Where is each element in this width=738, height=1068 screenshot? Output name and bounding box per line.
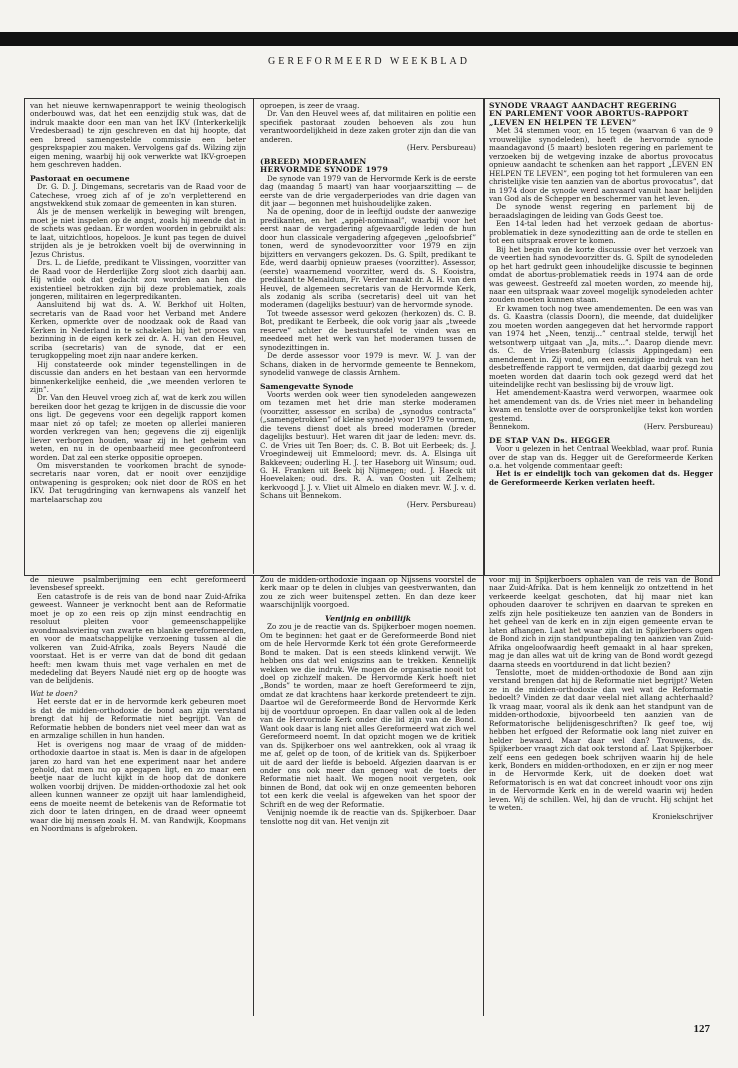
column-divider [253,98,254,574]
header-rule [0,32,738,46]
paragraph: Voorts werden ook weer tien synodeleden aangewezen om tezamen met het drie man sterke moderamen (voorzitter, assessor en scriba) de „synodus contracta” („samengetrokken” of kleine synode) voor 1979 te vormen, die tevens dienst doet als breed moderamen (breder dagelijks bestuur). Het waren dit jaar de leden: mevr. ds. C. de Vries uit Ten Boer; ds. C. B. Bot uit Eerbeek; ds. J. Vroegindeweij uit Emmeloord; mevr. ds. A. Elsinga uit Bakkeveen; ouderling H. J. ter Haseborg uit Winsum; oud. G. H. Franken uit Beek bij Nijmegen; oud. J. Haeck uit Hoevelaken; oud. drs. R. A. van Oosten uit Zelhem; kerkvoogd J. J. v. Vliet uit Almelo en diaken mevr. W. J. v. d. Schans uit Bennekom. [260,389,476,501]
article-heading: DE STAP VAN Ds. HEGGER [489,435,611,445]
article-heading: EN PARLEMENT VOOR ABORTUS-RAPPORT [489,109,689,119]
article-heading: „LEVEN EN HELPEN TE LEVEN” [489,117,637,127]
paragraph: Het eerste dat er in de hervormde kerk gebeuren moet is dat de midden-orthodoxie de bond aan zijn verstand brengt dat hij de Reformatie niet begrijpt. Van de Reformatie hebben de bonders niet veel meer dan wat as en armzalige schillen in hun handen. [30,697,246,741]
section-heading: Pastoraat en oecumene [30,173,130,183]
paragraph: Na de opening, door de in leeftijd oudste der aanwezige predikanten, en het „appèl-nominaal”, waarbij voor het eerst naar de vergadering afgevaardigde leden de hun door hun classicale vergadering afgegeven „geloofsbrief” tonen, werd de synodevoorzitter voor 1979 en zijn bijzitters en vervangers gekozen. Ds. G. Spilt, predikant te Ede, werd daarbij opnieuw praeses (voorzitter). Assessor, (eerste) waarnemend voorzitter, werd ds. S. Kooistra, predikant te Menaldum, Fr. Verder maakt dr. A. H. van den Heuvel, de algemeen secretaris van de Hervormde Kerk, als zodanig als scriba (secretaris) deel uit van het moderamen (dagelijks bestuur) van de hervormde synode. [260,207,476,310]
paragraph: Het amendement-Kaastra werd verworpen, waarmee ook het amendement van ds. de Vries niet meer in behandeling kwam en tenslotte over de oorspronkelijke tekst kon worden gestemd. [489,388,713,423]
paragraph: Aansluitend bij wat ds. A. W. Berkhof uit Holten, secretaris van de Raad voor het Verband met Andere Kerken, opmerkte over de noodzaak ook de Raad van Kerken in Nederland in te schakelen bij het proces van bezinning in de eigen kerk zei dr. A. H. van den Heuvel, scriba (secretaris) van de synode, dat er een terugkoppeling moet zijn naar andere kerken. [30,300,246,361]
paragraph: Het is er eindelijk toch van gekomen dat ds. Hegger de Gereformeerde Kerken verlaten heeft. [489,469,713,487]
paragraph: De synode van 1979 van de Hervormde Kerk is de eerste dag (maandag 5 maart) van haar voorjaarszitting — de eerste van de drie vergaderperiodes van drie dagen van dit jaar — begonnen met huishoudelijke zaken. [260,173,476,208]
paragraph: voor mij in Spijkerboers ophalen van de reis van de Bond naar Zuid-Afrika. Dat is hem kennelijk zo ontzettend in het verkeerde keelgat geschoten, dat hij maar niet kan ophouden daarover te schrijven en daarvan te spreken en zelfs zijn hele positiekeuze ten aanzien van de Bonders in het geheel van de kerk en in zijn eigen gemeente ervan te laten afhangen. Laat het waar zijn dat in Spijkerboers ogen de Bond zich in zijn standpuntbepaling ten aanzien van Zuid-Afrika ongeloofwaardig heeft gemaakt in al haar spreken, mag je dan alles wat uit de kring van de Bond wordt gezegd daarna steeds en voortdurend in dat licht bezien? [489,576,713,669]
paragraph: De derde assessor voor 1979 is mevr. W. J. van der Schans, diaken in de hervormde gemeente te Bennekom, synodelid vanwege de classis Arnhem. [260,351,476,378]
article-heading: SYNODE VRAAGT AANDACHT REGERING [489,102,677,110]
paragraph: Dr. Van den Heuvel vroeg zich af, wat de kerk zou willen bereiken door het gezag te krijgen in de discussie die voor ons ligt. De gegevens voor een degelijk rapport komen maar niet zó op tafel; ze moeten op allerlei manieren worden verkregen van hen; gegevens die zij eigenlijk liever verborgen houden, waar zij in het geheim van weten, en nu in de openbaarheid mee geconfronteerd worden. Dat zal een sterke oppositie oproepen. [30,393,246,462]
signature: Kroniekschrijver [652,811,713,821]
paragraph: Tot tweede assessor werd gekozen (herkozen) ds. C. B. Bot, predikant te Eerbeek, die ook vorig jaar als „tweede reserve” achter de bestuurstafel te vinden was en meedeed met het werk van het moderamen tussen de synodezittingen in. [260,308,476,352]
paragraph: Als je de mensen werkelijk in beweging wilt brengen, moet je niet inspelen op de angst, zoals hij meende dat in de schets was gedaan. Er worden woorden in gebruikt als: te laat, uitzichtloos, hopeloos. Je kunt pas tegen de duivel strijden als je je betrokken voelt bij de overwinning in Jezus Christus. [30,207,246,259]
paragraph: van het nieuwe kernwapenrapport te weinig theologisch onderbouwd was, dat het een eenzijdig stuk was, dat de indruk maakte door een man van het IKV (Interkerkelijk Vredesberaad) te zijn geschreven en dat hij hoopte, dat een breed samengestelde commissie een beter gesprekspapier zou maken. Vervolgens gaf ds. Wilzing zijn eigen mening, waarbij hij ook verwerkte wat IKV-groepen hem geschreven hadden. [30,102,246,170]
paragraph: Een 14-tal leden had het verzoek gedaan de abortus-problematiek in deze synodezitting aan de orde te stellen en tot een uitspraak erover te komen. [489,219,713,246]
source-credit: (Herv. Persbureau) [406,143,476,153]
column-3 [489,102,713,570]
column-divider [483,576,484,1016]
paragraph: oproepen, is zeer de vraag. [260,102,360,110]
column-divider [253,576,254,1016]
column-6 [489,576,713,1016]
section-heading: Venijnig en onbillijk [325,613,411,623]
paragraph: Er kwamen toch nog twee amendementen. De een was van ds. G. Kaastra (classis Doorn), die meende, dat duidelijker zou moeten worden aangegeven dat het hervormde rapport van 1974 het „Neen, tenzij...” centraal stelde, terwijl het wetsontwerp uitgaat van „Ja, mits...”. Daarop diende mevr. ds. C. de Vries-Batenburg (classis Appingedam) een amendement in. Zij vond, om een eenzijdige indruk van het desbetreffende rapport te vermijden, dat daarbij gezegd zou moeten worden dat daarin toch ook gezegd werd dat het uiteindelijke recht van beslissing bij de vrouw ligt. [489,303,713,389]
section-heading: Wat te doen? [30,688,78,698]
article-heading: (BREED) MODERAMEN [260,156,367,166]
column-1 [30,102,246,570]
paragraph: Dr. Van den Heuvel wees af, dat militairen en politie een specifiek pastoraat zouden behoeven als zou hun verantwoordelijkheid in deze zaken groter zijn dan die van anderen. [260,109,476,144]
paragraph: de nieuwe psalmberijming een echt gereformeerd levensbesef spreekt. [30,576,246,593]
paragraph: Drs. L. de Liefde, predikant te Vlissingen, voorzitter van de Raad voor de Herderlijke Zorg sloot zich daarbij aan. Hij wilde ook dat gedacht zou worden aan hen die existentieel betrokken zijn bij deze problematiek, zoals jongeren, militairen en legerpredikanten. [30,258,246,301]
section-heading: Samengevatte Synode [260,381,354,391]
source-credit: (Herv. Persbureau) [643,422,713,432]
paragraph: Bij het begin van de korte discussie over het verzoek van de veertien had synodevoorzitter ds. G. Spilt de synodeleden op het hart gedrukt geen inhoudelijke discussie te beginnen omdat de abortus-problematiek reeds in 1974 aan de orde was geweest. Gestreefd zal moeten worden, zo meende hij, naar een uitspraak waar zoveel mogelijk synodeleden achter zouden moeten kunnen staan. [489,244,713,305]
paragraph: Zo zou je de reactie van ds. Spijkerboer mogen noemen. Om te beginnen: het gaat er de Gereformeerde Bond niet om de hele Hervormde Kerk tot één grote Gereformeerde Bond te maken. Dat is een steeds klinkend verwijt. We hebben ons dat wel enigszins aan te trekken. Kennelijk wekken we die indruk. We mogen de organisatie nooit tot doel op zichzelf maken. De Hervormde Kerk hoeft niet „Bonds” te worden, maar ze hoeft Gereformeerd te zijn, omdat ze dat krachtens haar kerkorde pretendeert te zijn. Daartoe wil de Gereformeerde Bond de Hervormde Kerk bij de voortduur oproepen. En daar vallen ook al de leden van de Hervormde Kerk onder die lid zijn van de Bond. Want ook daar is lang niet alles Gereformeerd wat zich wel Gereformeerd noemt. In dat opzicht mogen we de kritiek van ds. Spijkerboer ons wel aantrekken, ook al vraag ik me af, gelet op de toon, of de kritiek van ds. Spijkerboer uit de aard der liefde is beboeld. Afgezien daarvan is er onder ons ook meer dan genoeg wat de toets der Reformatie niet haalt. We mogen nooit vergeten, ook binnen de Bond, dat ook wij en onze gemeenten behoren tot een kerk die veelal is afgeweken van het spoor der Schrift en de weg der Reformatie. [260,622,476,809]
paragraph: Dr. G. D. J. Dingemans, secretaris van de Raad voor de Catechese, vroeg zich af of je zo'n verpletterend en angstwekkend stuk zomaar de gemeenten in kan sturen. [30,182,246,208]
column-4 [30,576,246,1016]
paragraph: Om misverstanden te voorkomen bracht de synode-secretaris naar voren, dat er nooit over eenzijdige ontwapening is gesproken; ook niet door de ROS en het IKV. Dat terugdringing van kernwapens als vanzelf het martelaarschap zou [30,461,246,504]
page-number: 127 [693,1023,710,1035]
paragraph: Zou de midden-orthodoxie ingaan op Nijssens voorstel de kerk maar op te delen in clubjes van geestverwanten, dan zou ze zich weer buitenspel zetten. En dan deze keer waarschijnlijk voorgoed. [260,576,476,610]
paragraph: Een catastrofe is de reis van de bond naar Zuid-Afrika geweest. Wanneer je verknocht bent aan de Reformatie moet je op zo een reis op zijn minst eendrachtig en resoluut pleiten voor gemeenschappelijke avondmaalsviering van zwarte en blanke gereformeerden, en voor de maatschappelijke verzoening tussen al die volkeren van Zuid-Afrika, zoals Beyers Naudé die voorstaat. Het is er verre van dat de bond dit gedaan heeft: men kwam thuis met vage verhalen en met de mededeling dat Beyers Naudé niet erg op de hoogte was van de belijdenis. [30,591,246,686]
source-place: Bennekom. [489,422,530,432]
journal-title: GEREFORMEERD WEEKBLAD [268,56,470,67]
paragraph: De synode wenst regering en parlement bij de beraadslagingen de leiding van Gods Geest toe. [489,202,713,220]
paragraph: Voor u gelezen in het Centraal Weekblad, waar prof. Runia over de stap van ds. Hegger uit de Gereformeerde Kerken o.a. het volgende commentaar geeft: [489,444,713,471]
article-heading: HERVORMDE SYNODE 1979 [260,165,389,175]
paragraph: Met 34 stemmen voor, en 15 tegen (waarvan 6 van de 9 vrouwelijke synodeleden), heeft de hervormde synode maandagavond (5 maart) besloten regering en parlement te verzoeken bij de wetgeving inzake de abortus provocatus opnieuw aandacht te schenken aan het rapport „LEVEN EN HELPEN TE LEVEN”, een poging tot het formuleren van een christelijke visie ten aanzien van de abortus provocatus”, dat in 1974 door de synode werd aanvaard vanuit haar belijden van God als de Schepper en beschermer van het leven. [489,126,713,203]
source-credit: (Herv. Persbureau) [406,499,476,509]
column-5 [260,576,476,1016]
source-line [489,423,713,431]
paragraph: Het is overigens nog maar de vraag of de midden-orthodoxie daartoe in staat is. Men is daar in de afgelopen jaren zo hard van het ene experiment naar het andere gehold, dat men nu op apegapen ligt, en zo maar een beetje naar de lucht kijkt in de hoop dat de donkere wolken voorbij drijven. De midden-orthodoxie zal het ook alleen kunnen wanneer ze opzijt uit haar lamlendigheid, eens de moeite neemt de betekenis van de Reformatie tot zich door te laten dringen, en de draad weer opneemt waar die bij mensen zoals H. M. van Randwijk, Koopmans en Noordmans is afgebroken. [30,739,246,834]
paragraph: Tenslotte, moet de midden-orthodoxie de Bond aan zijn verstand brengen dat hij de Reformatie niet begrijpt? Weten ze in de midden-orthodoxie dan wel wat de Reformatie bedoelt? Vinden ze dat daar veelal niet allang achterhaald? Ik vraag maar, vooral als ik denk aan het standpunt van de midden-orthodoxie, bijvoorbeeld ten aanzien van de Reformatorische belijdenisgeschriften? Ik geef toe, wij hebben het erfgoed der Reformatie ook lang niet zuiver en helder bewaard. Maar daar wel dan? Trouwens, ds. Spijkerboer vraagt zich dat ook terstond af. Laat Spijkerboer zelf eens een gedegen boek schrijven waarin hij de hele kerk, Bonders en midden-orthodoxen, en er zijn er nog meer in de Hervormde Kerk, uit de doeken doet wat Reformatorisch is en wat dat concreet inhoudt voor ons zijn in de Hervormde Kerk en in de wereld waarin wij heden leven. Wij de schillen. Wel, hij dan de vrucht. Hij schijnt het te weten. [489,667,713,813]
column-2 [260,102,476,570]
paragraph: Venijnig noemde ik de reactie van ds. Spijkerboer. Daar tenslotte nog dit van. Het venijn zit [260,808,476,826]
paragraph: Hij constateerde ook minder tegenstellingen in de discussie dan anders en het bestaan van een hervormde binnenkerkelijke eenheid, die „we meenden verloren te zijn”. [30,359,246,394]
